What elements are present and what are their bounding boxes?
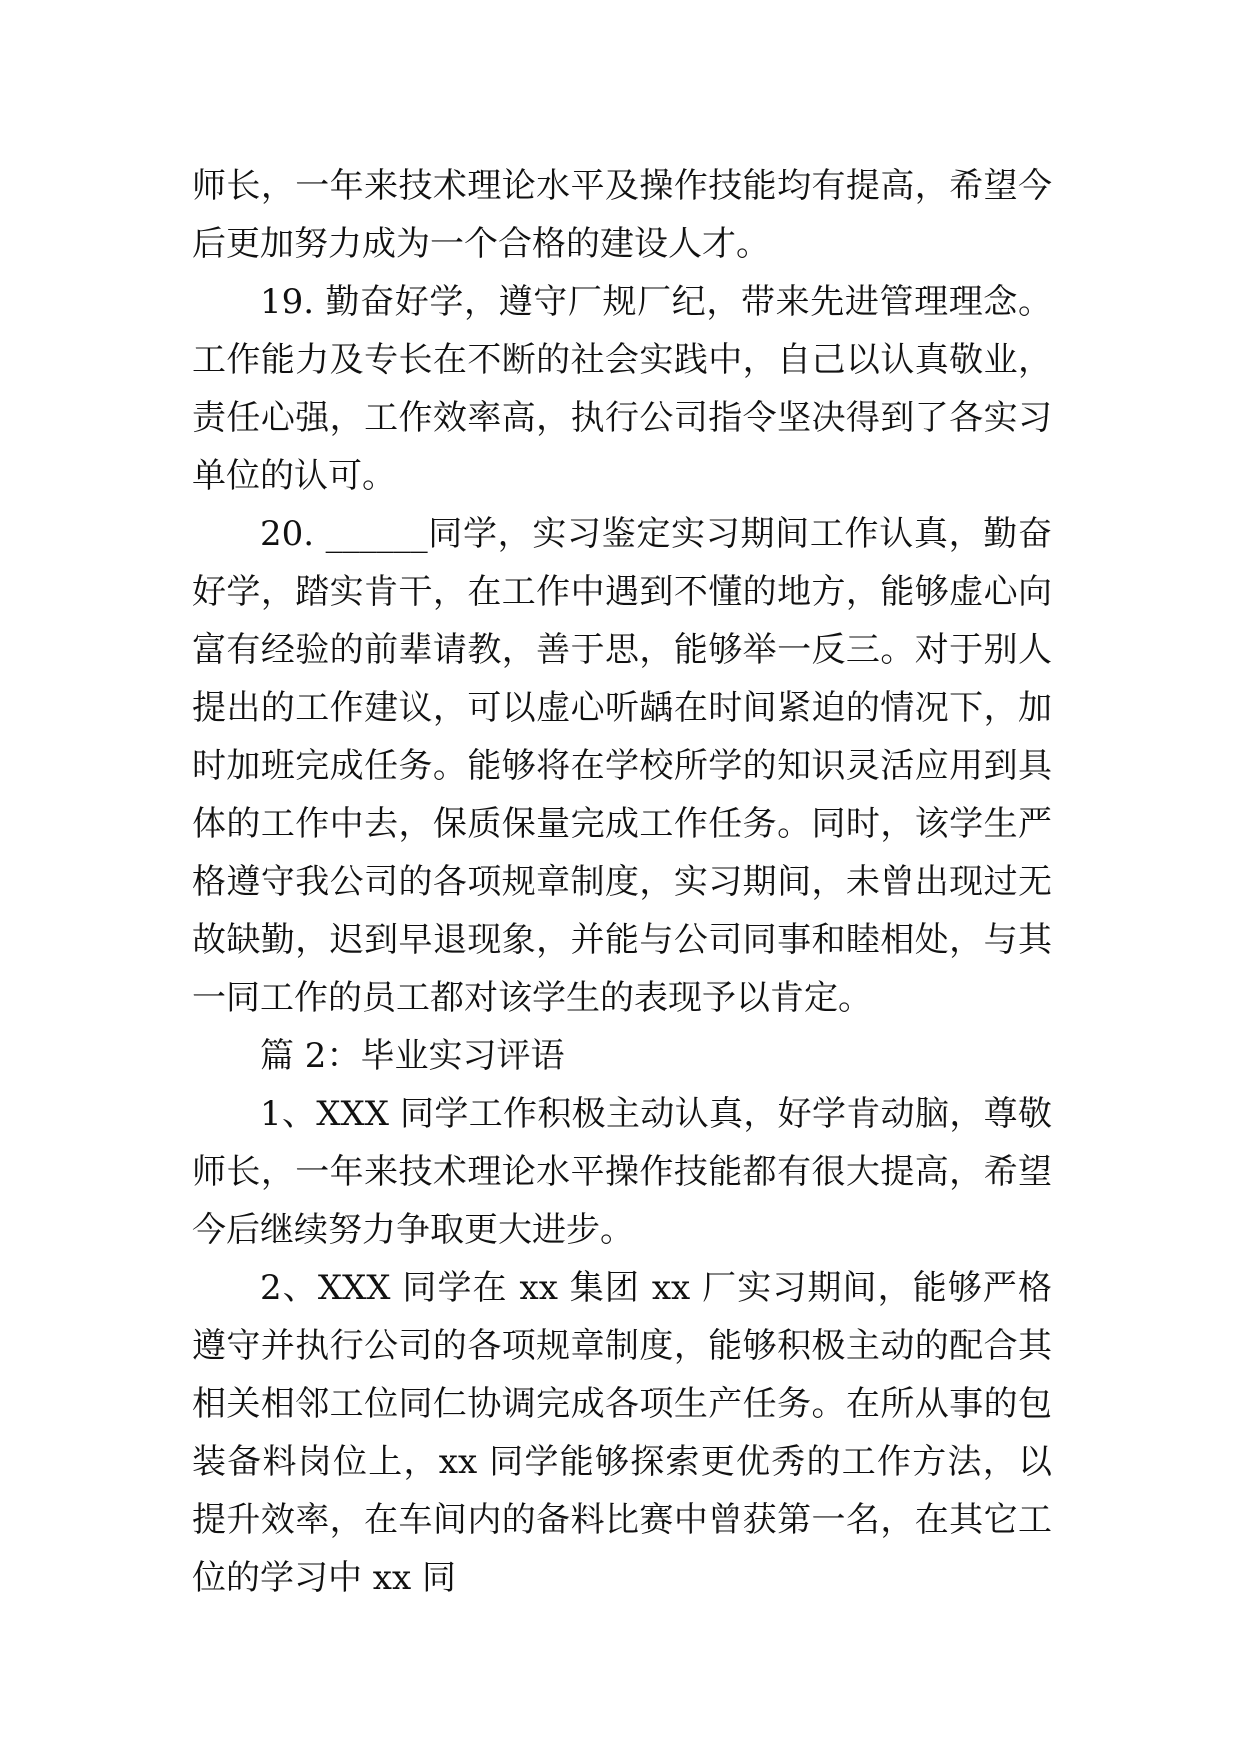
paragraph-item-2: 2、XXX 同学在 xx 集团 xx 厂实习期间，能够严格遵守并执行公司的各项规章制度，能够积极主动的配合其相关相邻工位同仁协调完成各项生产任务。在所从事的包装备料岗位上，xx 同学能够探索更优秀的工作方法，以提升效率，在车间内的备料比赛中曾获第一名，在其它工位的学习中 xx 同 bbox=[192, 1268, 1052, 1598]
paragraph-item-20: 20. ______同学，实习鉴定实习期间工作认真，勤奋好学，踏实肯干，在工作中遇到不懂的地方，能够虚心向富有经验的前辈请教，善于思，能够举一反三。对于别人提出的工作建议，可以虚心听龋在时间紧迫的情况下，加时加班完成任务。能够将在学校所学的知识灵活应用到具体的工作中去，保质保量完成工作任务。同时，该学生严格遵守我公司的各项规章制度，实习期间，未曾出现过无故缺勤，迟到早退现象，并能与公司同事和睦相处，与其一同工作的员工都对该学生的表现予以肯定。 bbox=[192, 514, 1052, 1018]
section-heading: 篇 2：毕业实习评语 bbox=[260, 1036, 565, 1076]
paragraph-item-1: 1、XXX 同学工作积极主动认真，好学肯动脑，尊敬师长，一年来技术理论水平操作技能都有很大提高，希望今后继续努力争取更大进步。 bbox=[192, 1094, 1052, 1250]
paragraph-item-19: 19. 勤奋好学，遵守厂规厂纪，带来先进管理理念。工作能力及专长在不断的社会实践中，自己以认真敬业，责任心强，工作效率高，执行公司指令坚决得到了各实习单位的认可。 bbox=[192, 282, 1052, 496]
document-body bbox=[192, 157, 1052, 1607]
paragraph-continuation: 师长，一年来技术理论水平及操作技能均有提高，希望今后更加努力成为一个合格的建设人才。 bbox=[192, 166, 1052, 264]
